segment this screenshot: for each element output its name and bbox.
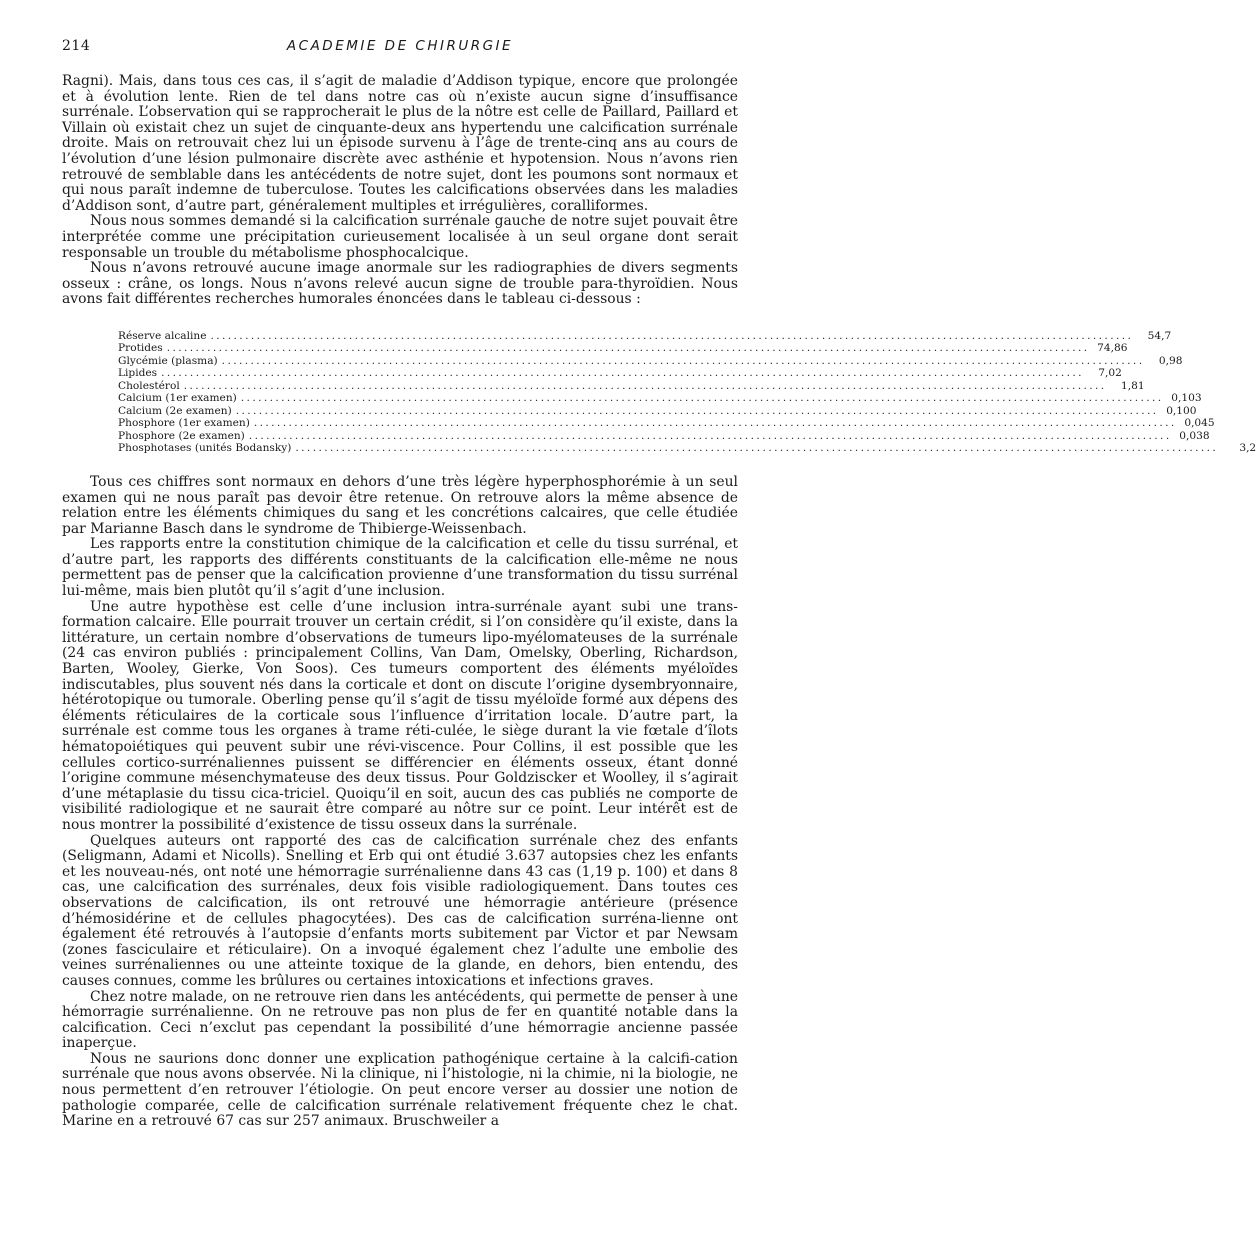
dot-leader: ................................................................................................................................................................ [183,379,1107,392]
dot-leader: ................................................................................................................................................................ [295,442,1219,455]
paragraph: Nous ne saurions donc donner une explication pathogénique certaine à la calcifi-cation surrénale que nous avons observée. Ni la clinique, ni l’histologie, ni la chimie, ni la biologie, ne nous permettent d’en retrouver l’étiologie. On peut encore verser au dossier une notion de pathologie comparée, celle de calcification surrénale relativement fréquente chez le chat. Marine en a retrouvé 67 cas sur 257 animaux. Bruschweiler a [62,1050,738,1130]
dot-leader: ................................................................................................................................................................ [210,329,1134,342]
paragraph: Quelques auteurs ont rapporté des cas de calcification surrénale chez des enfants (Seligmann, Adami et Nicolls). Snelling et Erb qui ont étudié 3.637 autopsies chez les enfants et les nouveau-nés, ont noté une hémorragie surrénalienne dans 43 cas (1,19 p. 100) et dans 8 cas, une calcification des surrénales, deux fois visible radiologiquement. Dans toutes ces observations de calcification, ils ont retrouvé une hémorragie antérieure (présence d’hémosidérine et de cellules phagocytées). Des cas de calcification surréna-lienne ont également été retrouvés à l’autopsie d’enfants morts subitement par Victor et par Newsam (zones fasciculaire et réticulaire). On a invoqué également chez l’adulte une embolie des veines surrénaliennes ou une atteinte toxique de la glande, en dehors, bien entendu, des causes connues, comme les brûlures ou certaines intoxications et infections graves. [62,832,738,989]
lab-value: 1,81 [1120,379,1145,392]
paragraph: Chez notre malade, on ne retrouve rien dans les antécédents, qui permette de penser à une hémorragie surrénalienne. On ne retrouve pas non plus de fer en quantité notable dans la calcification. Ceci n’exclut pas cependant la possibilité d’une hémorragie ancienne passée inaperçue. [62,988,738,1052]
paragraph: Nous nous sommes demandé si la calcification surrénale gauche de notre sujet pouvait être interprétée comme une précipitation curieusement localisée à un seul organe dont serait responsable un trouble du métabolisme phosphocalcique. [62,213,738,261]
paragraph: Une autre hypothèse est celle d’une inclusion intra-surrénale ayant subi une trans-formation calcaire. Elle pourrait trouver un certain crédit, si l’on considère qu’il existe, dans la littérature, un certain nombre d’observations de tumeurs lipo-myélomateuses de la surrénale (24 cas environ publiés : principalement Collins, Van Dam, Omelsky, Oberling, Richardson, Barten, Wooley, Gierke, Von Soos). Ces tumeurs comportent des éléments myéloïdes indiscutables, plus souvent nés dans la corticale et dont on discute l’origine dysembryonnaire, hétérotopique ou tumorale. Oberling pense qu’il s’agit de tissu myéloïde formé aux dépens des éléments réticulaires de la corticale sous l’influence d’irritation locale. D’autre part, la surrénale est comme tous les organes à trame réti-culée, le siège durant la vie fœtale d’îlots hématopoiétiques qui peuvent subir une révi-viscence. Pour Collins, il est possible que les cellules cortico-surrénaliennes puissent se différencier en éléments osseux, étant donné l’origine commune mésenchymateuse des deux tissus. Pour Goldziscker et Woolley, il s’agirait d’une métaplasie du tissu cica-triciel. Quoiqu’il en soit, aucun des cas publiés ne comporte de visibilité radiologique et ne saurait être comparé au nôtre sur ce point. Leur intérêt est de nous montrer la possibilité d’existence de tissu osseux dans la surrénale. [62,598,738,833]
dot-leader: ................................................................................................................................................................ [235,404,1159,417]
dot-leader: ................................................................................................................................................................ [240,392,1164,405]
table-row [118,354,1183,368]
running-title: ACADEMIE DE CHIRURGIE [286,38,514,54]
lab-label: Calcium (1er examen) [118,392,237,405]
lab-value: 0,103 [1171,392,1202,405]
lab-value: 74,86 [1097,342,1128,355]
lab-results-table [118,329,1256,455]
table-row [118,367,1122,380]
lab-label: Cholestérol [118,379,180,392]
dot-leader: ................................................................................................................................................................ [253,417,1177,430]
table-row [118,404,1197,418]
table-row [118,392,1202,405]
paragraph: Ragni). Mais, dans tous ces cas, il s’agit de maladie d’Addison typique, encore que prolongée et à évolution lente. Rien de tel dans notre cas où n’existe aucun signe d’insuffisance surrénale. L’observation qui se rapprocherait le plus de la nôtre est celle de Paillard, Paillard et Villain où existait chez un sujet de cinquante-deux ans hypertendu une calcification surrénale droite. Mais on retrouvait chez lui un épisode survenu à l’âge de trente-cinq ans au cours de l’évolution d’une lésion pulmonaire discrète avec asthénie et hypotension. Nous n’avons rien retrouvé de semblable dans les antécédents de notre sujet, dont les poumons sont normaux et qui nous paraît indemne de tuberculose. Toutes les calcifications observées dans les maladies d’Addison sont, d’autre part, généralement multiples et irrégulières, coralliformes. [62,73,738,214]
paragraph: Tous ces chiffres sont normaux en dehors d’une très légère hyperphosphorémie à un seul examen qui ne nous paraît pas devoir être retenue. On retrouve alors la même absence de relation entre les éléments chimiques du sang et les concrétions calcaires, que celle étudiée par Marianne Basch dans le syndrome de Thibierge-Weissenbach. [62,473,738,537]
table-row [118,442,1256,455]
table-row [118,379,1145,393]
lab-value: 54,7 [1147,329,1172,342]
dot-leader: ................................................................................................................................................................ [161,367,1084,380]
lab-value: 0,98 [1158,354,1183,367]
lab-label: Lipides [118,367,158,380]
lab-label: Réserve alcaline [118,329,207,342]
page-header [62,38,738,58]
paragraph: Nous n’avons retrouvé aucune image anormale sur les radiographies de divers segments osseux : crâne, os longs. Nous n’avons relevé aucun signe de trouble para-thyroïdien. Nous avons fait différentes recherches humorales énoncées dans le tableau ci-dessous : [62,260,738,308]
lab-label: Phosphore (1er examen) [118,417,250,430]
table-row [118,429,1210,443]
lab-value: 0,045 [1184,417,1215,430]
lab-value: 7,02 [1098,367,1122,380]
lab-label: Glycémie (plasma) [118,354,218,367]
lab-value: 3,2 [1239,442,1256,455]
table-row [118,417,1215,430]
dot-leader: ................................................................................................................................................................ [248,429,1172,442]
table-row [118,342,1128,355]
lab-label: Protides [118,342,163,355]
lab-value: 0,038 [1179,429,1210,442]
paragraph: Les rapports entre la constitution chimique de la calcification et celle du tissu surrénal, et d’autre part, les rapports des différents constituants de la calcification elle-même ne nous permettent pas de penser que la calcification provienne d’une transformation du tissu surrénal lui-même, mais bien plutôt qu’il s’agit d’une inclusion. [62,536,738,600]
lab-label: Phosphotases (unités Bodansky) [118,442,292,455]
lab-value: 0,100 [1166,404,1197,417]
dot-leader: ................................................................................................................................................................ [221,354,1145,367]
dot-leader: ................................................................................................................................................................ [166,342,1090,355]
page-number: 214 [62,38,91,54]
table-row [118,329,1172,343]
lab-label: Phosphore (2e examen) [118,429,245,442]
body-text [62,73,1256,1130]
lab-label: Calcium (2e examen) [118,404,232,417]
